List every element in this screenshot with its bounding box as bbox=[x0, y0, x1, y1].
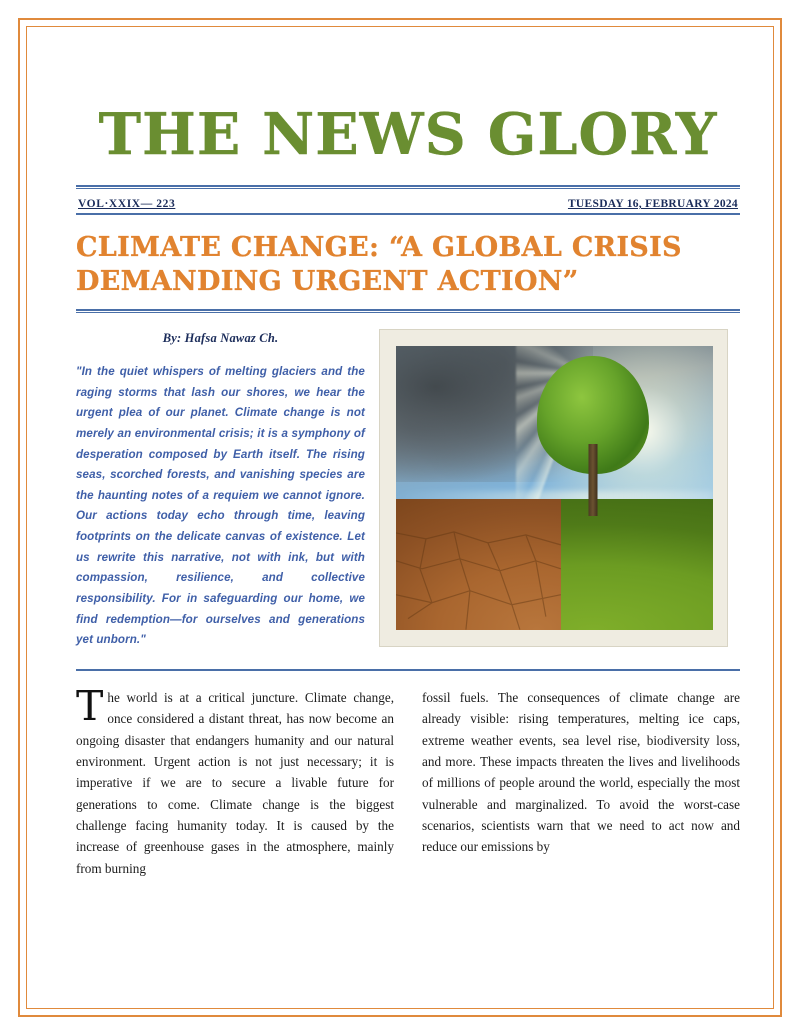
page-content bbox=[76, 68, 740, 879]
body-column-2 bbox=[422, 687, 740, 879]
photo-column bbox=[379, 327, 740, 647]
dateline-divider bbox=[76, 213, 740, 215]
date-label: TUESDAY 16, FEBRUARY 2024 bbox=[567, 198, 738, 210]
photo-tree-trunk-icon bbox=[588, 444, 597, 516]
article-photo bbox=[396, 346, 713, 630]
lead-column bbox=[76, 327, 365, 651]
article-top-section bbox=[76, 327, 740, 651]
dateline bbox=[76, 189, 740, 213]
headline-divider bbox=[76, 309, 740, 313]
photo-crack-lines-icon bbox=[396, 499, 561, 630]
lead-quote: "In the quiet whispers of melting glaciers and the raging storms that lash our shores, we hear the urgent plea of our planet. Climate change is not merely an environmental crisis; it is a symphony of desperation composed by Earth itself. The rising seas, scorched forests, and vanishing species are the haunting notes of a requiem we cannot ignore. Our actions today echo through time, leaving footprints on the delicate canvas of existence. Let us rewrite this narrative, not with ink, but with compassion, resilience, and collective responsibility. For in safeguarding our home, we find redemption—for ourselves and generations yet unborn." bbox=[76, 365, 365, 647]
article-body bbox=[76, 681, 740, 879]
body-paragraph: fossil fuels. The consequences of climate change are already visible: rising temperatures, melting ice caps, extreme weather events, sea level rise, biodiversity loss, and more. These impacts threaten the lives and livelihoods of millions of people around the world, especially the most vulnerable and marginalized. To avoid the worst-case scenarios, scientists warn that we need to act now and reduce our emissions by bbox=[422, 689, 740, 855]
body-paragraph: The world is at a critical juncture. Climate change, once considered a distant threat, has now become an ongoing disaster that endangers humanity and our natural environment. Urgent action is not just necessary; it is imperative if we are to secure a livable future for generations to come. Climate change is the biggest challenge facing humanity today. It is caused by the increase of greenhouse gases in the atmosphere, mainly from burning bbox=[76, 681, 394, 876]
volume-label: VOL·XXIX— 223 bbox=[78, 198, 176, 210]
article-byline: By: Hafsa Nawaz Ch. bbox=[162, 331, 279, 346]
masthead-title: THE NEWS GLORY bbox=[98, 101, 718, 168]
photo-frame bbox=[379, 329, 728, 647]
body-divider bbox=[76, 669, 740, 671]
article-headline: CLIMATE CHANGE: “A GLOBAL CRISIS DEMANDING URGENT ACTION” bbox=[76, 232, 682, 298]
masthead bbox=[76, 68, 740, 168]
body-column-1 bbox=[76, 681, 394, 879]
